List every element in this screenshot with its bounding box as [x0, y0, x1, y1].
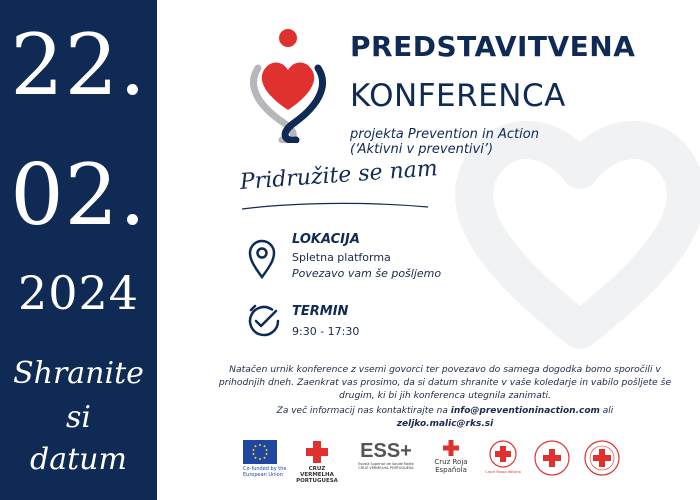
save-the-date-line2: si: [66, 400, 91, 435]
cvp-text1: CRUZ: [308, 466, 326, 472]
red-cross-seal-icon: [534, 440, 570, 476]
location-label: LOKACIJA: [292, 232, 360, 247]
red-cross-circle-icon: [489, 440, 517, 468]
contact-prefix: Za več informacij nas kontaktirajte na: [276, 406, 448, 416]
ess-wordmark: ESS+: [360, 440, 412, 462]
red-cross-icon: [443, 440, 459, 456]
cruz-roja-espanola-logo: [428, 440, 474, 476]
red-cross-icon: [305, 440, 329, 464]
title-line2: KONFERENCA: [350, 78, 566, 114]
cvp-text3: PORTUGUESA: [296, 478, 338, 484]
hellenic-red-cross-logo: [582, 440, 622, 476]
clock-check-icon: [246, 303, 282, 339]
time-label: TERMIN: [292, 304, 349, 319]
croce-rossa-italiana-logo: [485, 440, 521, 476]
contact-info: [205, 405, 685, 431]
cruz-vermelha-portuguesa-logo: [292, 440, 342, 484]
contact-email-secondary[interactable]: zeljko.malic@rks.si: [396, 419, 494, 429]
contact-connector: ali: [602, 406, 614, 416]
date-panel: [0, 0, 157, 500]
date-day: 22.: [10, 16, 147, 114]
ess-subtext: Escola Superior de Saúde Norte CRUZ VERMELHA PORTUGUESA: [358, 462, 414, 470]
eu-funding-text: Co-funded by the European Union: [243, 466, 287, 478]
time-value: 9:30 - 17:30: [292, 325, 360, 338]
save-the-date-line1: Shranite: [13, 356, 144, 391]
cre-text2: Española: [435, 466, 467, 474]
cvp-text2: VERMELHA: [300, 472, 334, 478]
cre-text1: Cruz Roja: [434, 458, 468, 466]
location-line1: Spletna platforma: [292, 251, 391, 264]
date-year: 2024: [17, 266, 140, 320]
eu-flag-icon: [243, 440, 277, 464]
prevention-heart-logo-icon: [244, 28, 334, 143]
title-line1: PREDSTAVITVENA: [350, 30, 636, 63]
ess-logo: [355, 440, 417, 476]
location-pin-icon: [247, 239, 277, 279]
cri-text: Croce Rossa Italiana: [485, 470, 521, 474]
subtitle-line2: (‘Aktivni v preventivi’): [350, 142, 494, 157]
red-cross-seal-icon: [584, 440, 620, 476]
subtitle-line1: projekta Prevention in Action: [350, 127, 539, 142]
rdeci-kriz-slovenije-logo: [531, 440, 573, 476]
location-line2: Povezavo vam še pošljemo: [292, 267, 442, 280]
info-paragraph: Natačen urnik konference z vsemi govorci ter povezavo do samega dogodka bomo sporočili v prihodnjih dneh. Zaenkrat vas prosimo, da si datum shranite v vaše koledarje in vabilo pošljete še drugim, ki bi jih konferenca utegnila zanimati.: [218, 364, 672, 401]
contact-email-primary[interactable]: info@preventioninaction.com: [450, 406, 600, 416]
date-month: 02.: [10, 146, 147, 244]
underline-decoration: [240, 199, 430, 213]
save-the-date-line3: datum: [30, 442, 127, 477]
join-us-heading: Pridružite se nam: [239, 156, 439, 195]
